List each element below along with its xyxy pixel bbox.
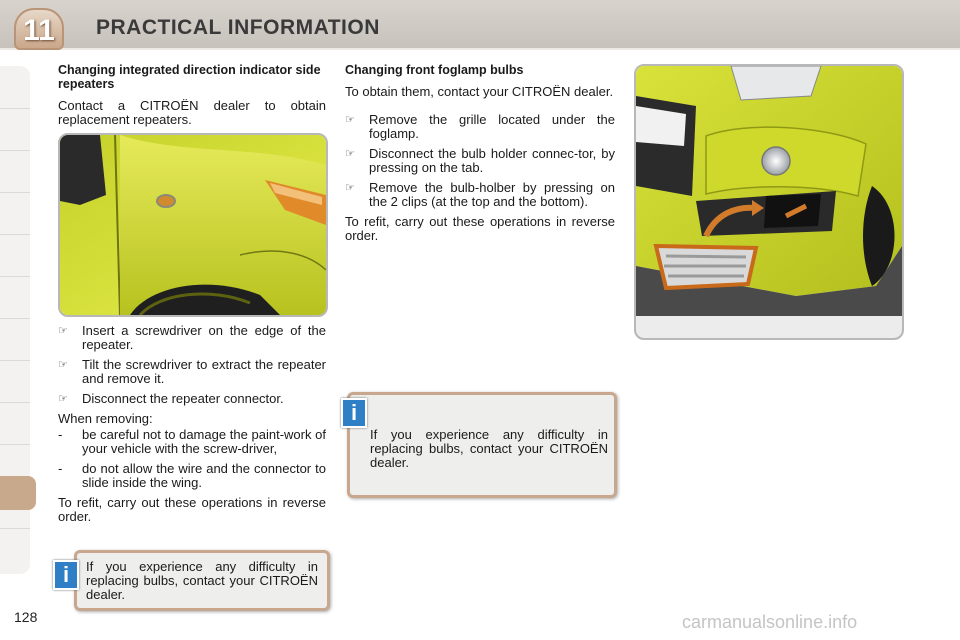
tab-divider — [0, 234, 30, 235]
tab-divider — [0, 444, 30, 445]
step-text: Insert a screwdriver on the edge of the repeater. — [82, 323, 326, 352]
tab-divider — [0, 318, 30, 319]
header-rule — [0, 48, 960, 50]
step-text: Disconnect the bulb holder connec-tor, by pressing on the tab. — [369, 146, 615, 175]
active-chapter-tab[interactable] — [0, 476, 36, 510]
page-number: 128 — [14, 609, 38, 625]
tab-divider — [0, 150, 30, 151]
info-box-middle — [347, 392, 617, 498]
foglamp-photo — [634, 64, 904, 340]
tab-divider — [0, 402, 30, 403]
side-repeater-photo — [58, 133, 328, 317]
step-item — [58, 358, 326, 386]
step-item — [58, 392, 326, 406]
middle-column — [345, 63, 615, 249]
left-column-top — [58, 63, 326, 133]
step-text: Remove the bulb-holber by pressing on the 2 clips (at the top and the bottom). — [369, 180, 615, 209]
pointing-hand-icon: ☞ — [345, 114, 355, 126]
foglamp-illustration — [636, 66, 902, 338]
step-item — [58, 324, 326, 352]
pointing-hand-icon: ☞ — [345, 182, 355, 194]
step-item — [345, 181, 615, 209]
side-repeater-illustration — [60, 135, 326, 315]
dash-marker: - — [58, 427, 63, 442]
tab-divider — [0, 276, 30, 277]
tab-divider — [0, 528, 30, 529]
page-title: PRACTICAL INFORMATION — [96, 16, 380, 39]
left-column-steps — [58, 324, 326, 530]
section-heading-side-repeaters: Changing integrated direction indicator side repeaters — [58, 63, 321, 91]
when-removing-label: When removing: — [58, 411, 153, 426]
section-heading-foglamp: Changing front foglamp bulbs — [345, 63, 524, 77]
step-text: Remove the grille located under the foglamp. — [369, 112, 615, 141]
tab-divider — [0, 108, 30, 109]
pointing-hand-icon: ☞ — [58, 359, 68, 371]
refit-note: To refit, carry out these operations in reverse order. — [345, 214, 615, 243]
caution-text: do not allow the wire and the connector to slide inside the wing. — [82, 461, 326, 490]
step-text: Tilt the screwdriver to extract the repeater and remove it. — [82, 357, 326, 386]
pointing-hand-icon: ☞ — [58, 325, 68, 337]
caution-text: be careful not to damage the paint-work of your vehicle with the screw-driver, — [82, 427, 326, 456]
pointing-hand-icon: ☞ — [345, 148, 355, 160]
info-text: If you experience any difficulty in replacing bulbs, contact your CITROËN dealer. — [370, 427, 608, 470]
caution-item — [58, 428, 326, 456]
info-icon: i — [53, 560, 79, 590]
caution-item — [58, 462, 326, 490]
foglamp-intro: To obtain them, contact your CITROËN dealer. — [345, 84, 614, 99]
refit-note: To refit, carry out these operations in reverse order. — [58, 495, 326, 524]
pointing-hand-icon: ☞ — [58, 393, 68, 405]
tab-divider — [0, 360, 30, 361]
chapter-badge: 11 — [14, 8, 64, 50]
step-text: Disconnect the repeater connector. — [82, 391, 284, 406]
step-item — [345, 147, 615, 175]
step-item — [345, 113, 615, 141]
info-text: If you experience any difficulty in replacing bulbs, contact your CITROËN dealer. — [86, 559, 318, 602]
watermark: carmanualsonline.info — [682, 612, 858, 632]
info-icon: i — [341, 398, 367, 428]
side-repeater-intro: Contact a CITROËN dealer to obtain replacement repeaters. — [58, 98, 326, 127]
tab-divider — [0, 192, 30, 193]
dash-marker: - — [58, 461, 63, 476]
info-box-left — [74, 550, 330, 611]
